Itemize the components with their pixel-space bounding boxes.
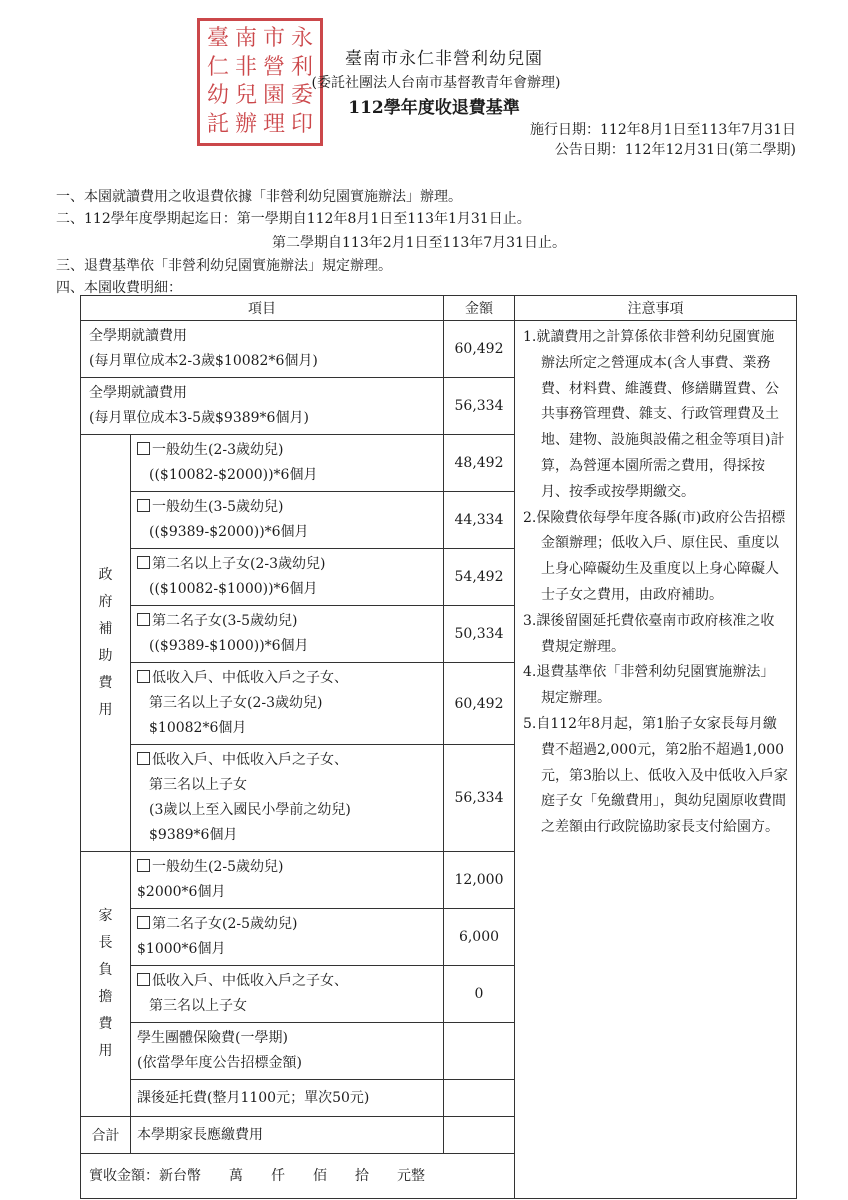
effective-date: 施行日期：112年8月1日至113年7月31日 [530,122,796,138]
table-row [81,321,797,378]
item-line: $10082*6個月 [149,720,247,736]
seal-char: 幼 [206,83,229,109]
item-line [137,748,439,773]
item-line [137,552,439,577]
item-line: $2000*6個月 [137,884,226,900]
item-cell [131,492,444,549]
total-text: 本學期家長應繳費用 [131,1117,444,1154]
seal-char: 印 [290,111,313,137]
category-label: 家長負擔費用 [98,908,113,1059]
seal-char: 園 [262,83,285,109]
amount-cell: 60,492 [444,321,515,378]
amount-cell: 54,492 [444,549,515,606]
document-title: 112學年度收退費基準 [348,98,520,118]
amount-cell: 12,000 [444,852,515,909]
checkbox[interactable] [137,916,150,929]
checkbox[interactable] [137,670,150,683]
item-text: 第二名以上子女(2-3歲幼兒) [152,556,326,572]
amount-cell: 50,334 [444,606,515,663]
total-label: 合計 [81,1117,131,1154]
item-line: (($9389-$2000))*6個月 [149,524,309,540]
amount-cell [444,1080,515,1117]
item-cell [131,663,444,745]
item-line: 全學期就讀費用 [89,385,187,401]
seal-char: 理 [262,111,285,137]
item-text: 一般幼生(2-5歲幼兒) [152,859,284,875]
fee-table [80,295,797,1199]
checkbox[interactable] [137,752,150,765]
item-line: (3歲以上至入國民小學前之幼兒) [149,802,351,818]
seal-char: 營 [262,54,285,80]
checkbox[interactable] [137,613,150,626]
seal-char: 臺 [206,26,229,52]
item-line: (($10082-$1000))*6個月 [149,581,318,597]
item-line: 第三名以上子女(2-3歲幼兒) [149,695,323,711]
item-cell [131,435,444,492]
item-text: 低收入戶、中低收入戶之子女、 [152,752,348,768]
checkbox[interactable] [137,499,150,512]
col-item-header: 項目 [81,296,444,321]
note-item: 1.就讀費用之計算係依非營利幼兒園實施辦法所定之營運成本(含人事費、業務費、材料費、維護費、修繕購置費、公共事務管理費、雜支、行政管理費及土地、建物、設施與設備之租金等項目)計算，為營運本園所需之費用，得採按月、按季或按學期繳交。 [523,329,785,500]
item-line: (($9389-$1000))*6個月 [149,638,309,654]
item-cell [131,852,444,909]
parent-cost-category [81,852,131,1117]
item-line: $9389*6個月 [149,827,238,843]
amount-cell: 56,334 [444,745,515,852]
checkbox[interactable] [137,442,150,455]
seal-char: 永 [290,26,313,52]
note-item: 2.保險費依每學年度各縣(市)政府公告招標金額辦理；低收入戶、原住民、重度以上身心障礙幼生及重度以上身心障礙人士子女之費用，由政府補助。 [523,509,786,603]
paragraph-3: 三、退費基準依「非營利幼兒園實施辦法」規定辦理。 [56,258,392,274]
amount-cell: 60,492 [444,663,515,745]
item-cell [131,966,444,1023]
amount-cell [444,1023,515,1080]
amount-cell: 6,000 [444,909,515,966]
category-label: 政府補助費用 [98,567,113,718]
note-item: 3.課後留園延托費依臺南市政府核准之收費規定辦理。 [523,612,775,655]
checkbox[interactable] [137,973,150,986]
seal-char: 市 [262,26,285,52]
item-line: (每月單位成本2-3歲$10082*6個月) [89,353,318,369]
seal-char: 非 [234,54,257,80]
item-line [137,495,439,520]
item-line: 全學期就讀費用 [89,328,187,344]
item-line: 學生團體保險費(一學期) [137,1030,288,1046]
item-text: 一般幼生(2-3歲幼兒) [152,442,284,458]
item-cell [81,321,444,378]
item-text: 低收入戶、中低收入戶之子女、 [152,670,348,686]
item-cell [131,549,444,606]
actual-amount-text: 實收金額：新台幣 萬 仟 佰 拾 元整 [81,1154,797,1199]
item-line: 第三名以上子女 [149,777,247,793]
table-header-row [81,296,797,321]
amount-cell: 0 [444,966,515,1023]
item-text: 第二名子女(2-5歲幼兒) [152,916,298,932]
gov-subsidy-category [81,435,131,852]
item-line: (($10082-$2000))*6個月 [149,467,318,483]
paragraph-1: 一、本園就讀費用之收退費依據「非營利幼兒園實施辦法」辦理。 [56,189,462,205]
item-line: 第三名以上子女 [149,998,247,1014]
operator-name: (委託社團法人台南市基督教青年會辦理) [311,75,561,91]
item-line: (每月單位成本3-5歲$9389*6個月) [89,410,309,426]
item-line [137,438,439,463]
announce-date: 公告日期：112年12月31日(第二學期) [554,142,796,158]
paragraph-4: 四、本園收費明細： [56,280,182,296]
item-text: 第二名子女(3-5歲幼兒) [152,613,298,629]
total-amount-cell [444,1117,515,1154]
item-cell [81,378,444,435]
seal-char: 利 [290,54,313,80]
amount-cell: 48,492 [444,435,515,492]
paragraph-2-second-term: 第二學期自113年2月1日至113年7月31日止。 [272,235,566,251]
amount-cell: 44,334 [444,492,515,549]
item-cell [131,606,444,663]
paragraph-2: 二、112學年度學期起迄日：第一學期自112年8月1日至113年1月31日止。 [56,211,531,227]
item-cell [131,745,444,852]
item-cell [131,1023,444,1080]
item-line: $1000*6個月 [137,941,226,957]
note-item: 4.退費基準依「非營利幼兒園實施辦法」規定辦理。 [523,664,775,707]
item-line [137,969,439,994]
item-line [137,855,439,880]
item-line [137,912,439,937]
item-line: (依當學年度公告招標金額) [137,1055,302,1071]
item-cell [131,909,444,966]
actual-amount-row [81,1154,797,1199]
seal-char: 南 [234,26,257,52]
seal-char: 兒 [234,83,257,109]
seal-char: 託 [206,111,229,137]
item-text: 一般幼生(3-5歲幼兒) [152,499,284,515]
col-amount-header: 金額 [444,296,515,321]
col-notes-header: 注意事項 [515,296,797,321]
school-name: 臺南市永仁非營利幼兒園 [345,49,543,69]
note-item: 5.自112年8月起，第1胎子女家長每月繳費不超過2,000元，第2胎不超過1,000元，第3胎以上、低收入及中低收入戶家庭子女「免繳費用」，與幼兒園原收費間之差額由行政院協助家長支付給園方。 [523,715,788,836]
seal-char: 辦 [234,111,257,137]
seal-char: 委 [290,83,313,109]
item-text: 低收入戶、中低收入戶之子女、 [152,973,348,989]
item-cell: 課後延托費(整月1100元；單次50元) [131,1080,444,1117]
seal-char: 仁 [206,54,229,80]
checkbox[interactable] [137,859,150,872]
checkbox[interactable] [137,556,150,569]
amount-cell: 56,334 [444,378,515,435]
notes-cell [515,321,797,1199]
item-line [137,609,439,634]
item-line [137,666,439,691]
